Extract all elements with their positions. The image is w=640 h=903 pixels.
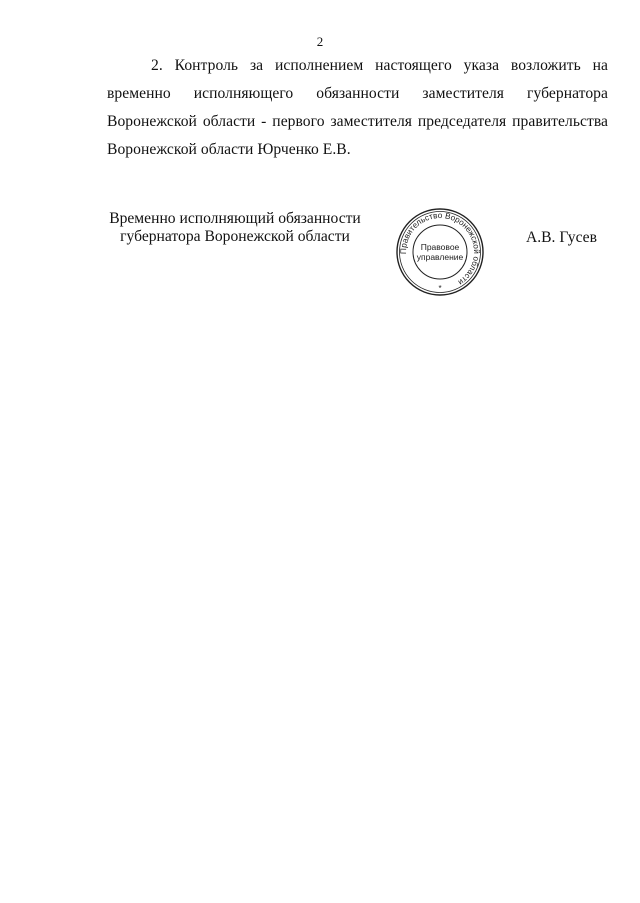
signature-block xyxy=(0,207,640,297)
signer-title-line-1: Временно исполняющий обязанности xyxy=(109,210,361,227)
stamp-star: * xyxy=(438,284,442,293)
stamp-ring-textpath: Правительство Воронежской области xyxy=(398,210,482,287)
stamp-center-line-2: управление xyxy=(416,252,464,262)
body-paragraph: 2. Контроль за исполнением настоящего указа возложить на временно исполняющего обязанности заместителя губернатора Воронежской области - первого заместителя председателя правительства Воронежской области Юрченко Е.В. xyxy=(107,57,608,158)
official-stamp xyxy=(394,207,486,297)
page-number: 2 xyxy=(316,34,324,49)
signer-title xyxy=(108,210,362,246)
signer-name: А.В. Гусев xyxy=(526,229,597,246)
stamp-center-line-1: Правовое xyxy=(420,242,460,252)
signer-title-line-2: губернатора Воронежской области xyxy=(120,228,350,245)
